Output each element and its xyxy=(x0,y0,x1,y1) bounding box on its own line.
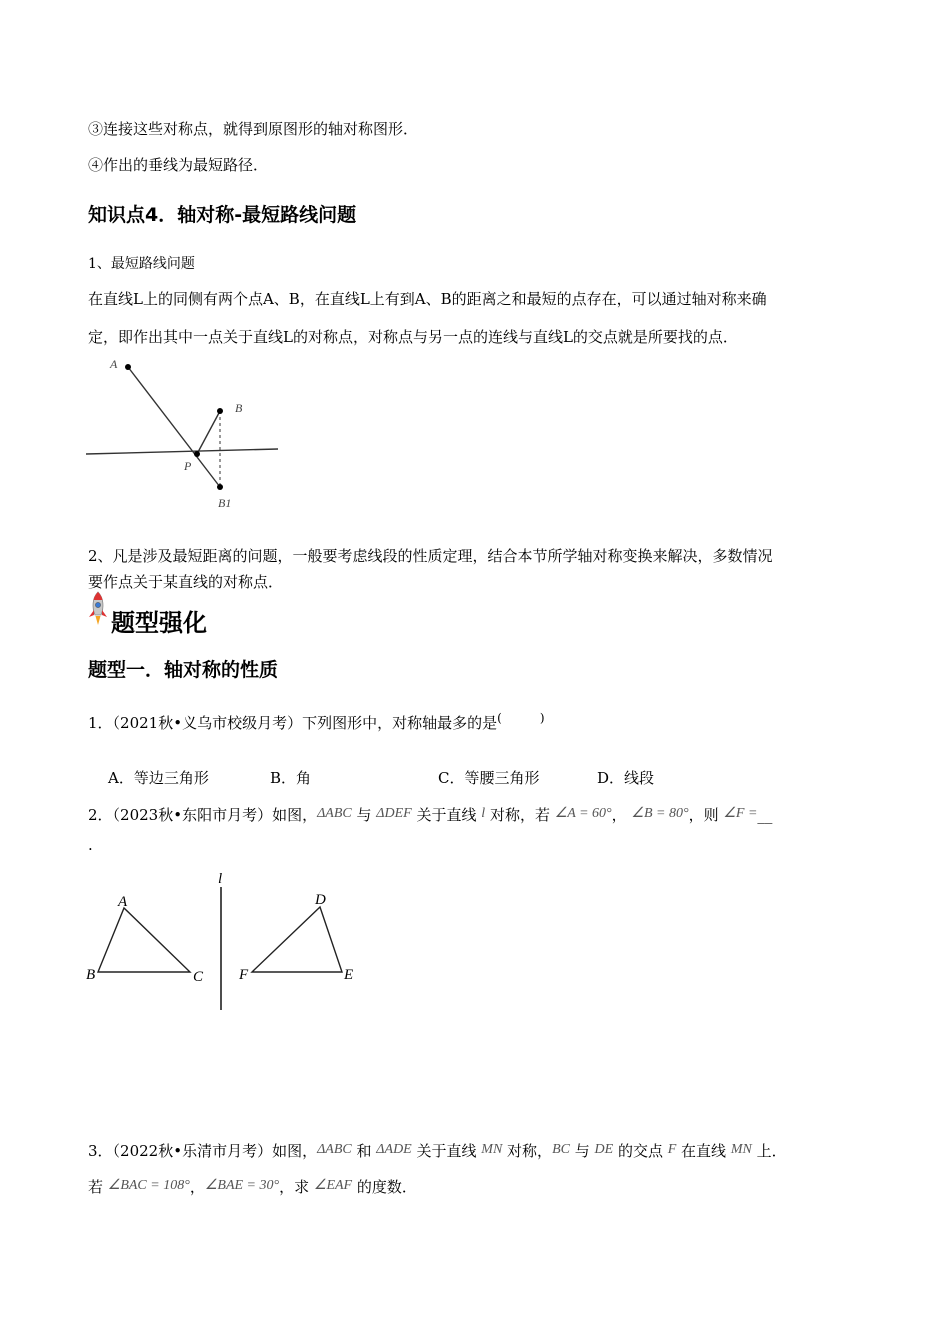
triangle-def xyxy=(252,907,342,972)
kp4-para1-line2: 定，即作出其中一点关于直线L的对称点，对称点与另一点的连线与直线L的交点就是所要找的点． xyxy=(88,328,738,346)
triangles-figure xyxy=(80,865,370,1015)
step-3: ③连接这些对称点，就得到原图形的轴对称图形． xyxy=(88,120,419,138)
label-l: l xyxy=(218,871,223,887)
q3-text-line2: 若 ∠BAC = 108°，∠BAE = 30°，求 ∠EAF 的度数． xyxy=(88,1178,417,1196)
q1-stem: 1．（2021秋•义乌市校级月考）下列图形中，对称轴最多的是 xyxy=(88,714,498,732)
rocket-icon xyxy=(86,590,110,626)
label-c2: C xyxy=(193,969,204,985)
label-a: A xyxy=(110,357,118,371)
kp4-sub1: 1、最短路线问题 xyxy=(88,256,195,272)
label-b: B xyxy=(235,401,243,415)
point-p xyxy=(194,451,200,457)
point-b xyxy=(217,408,223,414)
triangle-abc xyxy=(98,908,190,972)
q3-text-line1: 3．（2022秋•乐清市月考）如图，ΔABC 和 ΔADE 关于直线 MN 对称，BC 与 DE 的交点 F 在直线 MN 上． xyxy=(88,1142,787,1160)
shortest-path-figure xyxy=(80,350,290,520)
q1-option-a: A．等边三角形 xyxy=(108,769,209,787)
kp4-para2-line1: 2、凡是涉及最短距离的问题，一般要考虑线段的性质定理，结合本节所学轴对称变换来解决，多数情况 xyxy=(88,547,773,565)
label-b2: B xyxy=(86,967,96,983)
q1-text xyxy=(88,712,545,733)
kp4-para2-line2: 要作点关于某直线的对称点． xyxy=(88,573,284,591)
point-a xyxy=(125,364,131,370)
label-p: P xyxy=(184,459,192,473)
kp4-title: 知识点4．轴对称-最短路线问题 xyxy=(88,204,357,226)
label-d2: D xyxy=(315,892,326,908)
q1-option-d: D．线段 xyxy=(597,769,655,787)
kp4-para1-line1: 在直线L上的同侧有两个点A、B，在直线L上有到A、B的距离之和最短的点存在，可以通过轴对称来确 xyxy=(88,290,767,308)
q1-option-c: C．等腰三角形 xyxy=(438,769,540,787)
q2-text: 2．（2023秋•东阳市月考）如图，ΔABC 与 ΔDEF 关于直线 l 对称，若 ∠A = 60°， ∠B = 80°，则 ∠F =__ xyxy=(88,806,773,824)
q1-paren: ( ) xyxy=(497,711,545,725)
label-a2: A xyxy=(118,894,128,910)
type1-title: 题型一．轴对称的性质 xyxy=(88,659,279,681)
step-4: ④作出的垂线为最短路径． xyxy=(88,156,269,174)
section-title: 题型强化 xyxy=(111,609,207,637)
q1-option-b: B．角 xyxy=(270,769,312,787)
label-e2: E xyxy=(344,967,354,983)
q2-answer-blank[interactable]: __ xyxy=(757,806,773,824)
label-b1: B1 xyxy=(218,496,232,510)
label-f2: F xyxy=(239,967,249,983)
q2-dot: . xyxy=(88,836,93,854)
point-b1 xyxy=(217,484,223,490)
